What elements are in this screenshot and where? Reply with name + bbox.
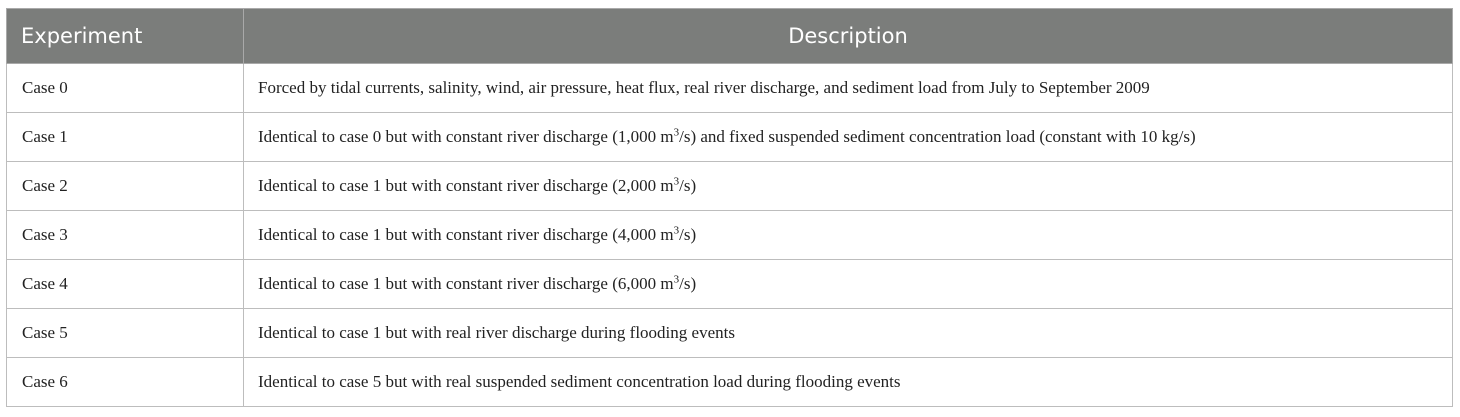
description-text: /s) bbox=[679, 176, 697, 195]
experiment-cell: Case 6 bbox=[7, 358, 244, 407]
description-cell: Identical to case 5 but with real suspended sediment concentration load during flooding events bbox=[244, 358, 1453, 407]
description-cell bbox=[244, 211, 1453, 260]
experiment-cell: Case 3 bbox=[7, 211, 244, 260]
table-row bbox=[7, 309, 1453, 358]
table-row bbox=[7, 211, 1453, 260]
description-text: /s) bbox=[679, 225, 697, 244]
experiments-table bbox=[6, 8, 1453, 407]
table-row bbox=[7, 113, 1453, 162]
superscript: 3 bbox=[673, 224, 680, 237]
experiment-cell: Case 0 bbox=[7, 64, 244, 113]
table-row bbox=[7, 64, 1453, 113]
header-description: Description bbox=[244, 9, 1453, 64]
header-experiment: Experiment bbox=[7, 9, 244, 64]
superscript: 3 bbox=[673, 175, 680, 188]
experiment-cell: Case 5 bbox=[7, 309, 244, 358]
superscript: 3 bbox=[673, 126, 680, 139]
table-row bbox=[7, 260, 1453, 309]
experiments-table-container bbox=[6, 8, 1452, 407]
experiment-cell: Case 2 bbox=[7, 162, 244, 211]
table-header-row bbox=[7, 9, 1453, 64]
description-text: /s) bbox=[679, 274, 697, 293]
experiment-cell: Case 1 bbox=[7, 113, 244, 162]
table-row bbox=[7, 358, 1453, 407]
description-cell bbox=[244, 162, 1453, 211]
description-cell: Identical to case 1 but with real river discharge during flooding events bbox=[244, 309, 1453, 358]
description-text: /s) and fixed suspended sediment concentration load (constant with 10 kg/s) bbox=[679, 127, 1196, 146]
description-text: Identical to case 1 but with constant river discharge (6,000 m bbox=[258, 274, 674, 293]
description-text: Identical to case 0 but with constant river discharge (1,000 m bbox=[258, 127, 674, 146]
description-text: Identical to case 1 but with constant river discharge (2,000 m bbox=[258, 176, 674, 195]
experiment-cell: Case 4 bbox=[7, 260, 244, 309]
superscript: 3 bbox=[673, 273, 680, 286]
description-cell bbox=[244, 113, 1453, 162]
description-cell bbox=[244, 260, 1453, 309]
description-cell: Forced by tidal currents, salinity, wind, air pressure, heat flux, real river discharge, and sediment load from July to September 2009 bbox=[244, 64, 1453, 113]
description-text: Identical to case 1 but with constant river discharge (4,000 m bbox=[258, 225, 674, 244]
table-row bbox=[7, 162, 1453, 211]
